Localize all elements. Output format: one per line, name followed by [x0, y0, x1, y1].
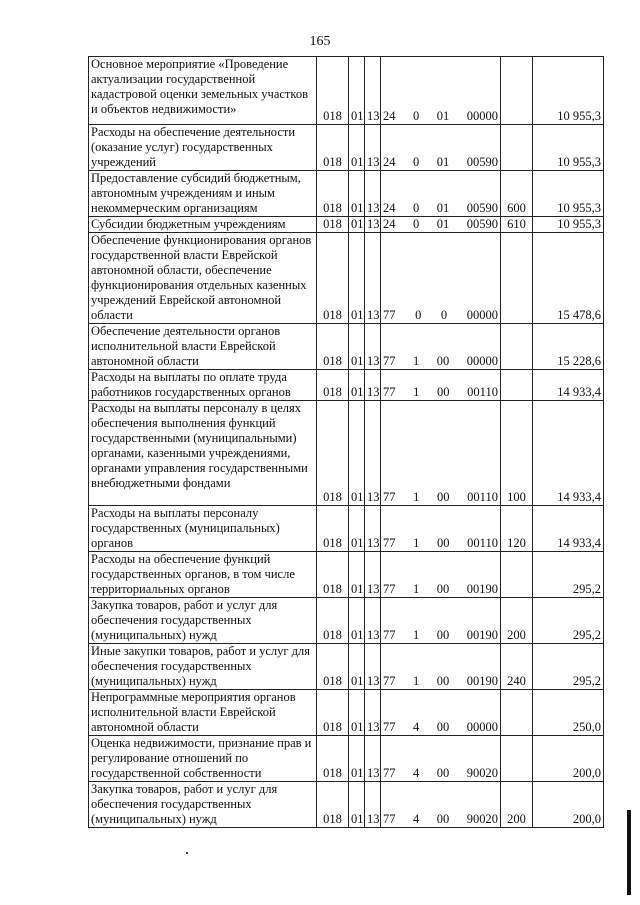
program-code: 77 — [383, 766, 396, 780]
program-code: 24 — [383, 201, 396, 215]
event-code: 0 — [440, 308, 448, 322]
program-code: 77 — [383, 720, 396, 734]
ministry-code: 018 — [317, 782, 349, 828]
table-row — [89, 552, 604, 598]
ministry-code: 018 — [317, 644, 349, 690]
direction-code: 00000 — [466, 308, 498, 322]
program-code: 77 — [383, 628, 396, 642]
direction-code: 00110 — [467, 490, 498, 504]
expense-type-code: 610 — [501, 217, 533, 233]
expense-type-code — [501, 736, 533, 782]
page-number: 165 — [309, 34, 331, 49]
subsection-code: 13 — [365, 57, 381, 125]
event-code: 00 — [436, 812, 450, 826]
subsection-code: 13 — [365, 552, 381, 598]
subsection-code: 13 — [365, 401, 381, 506]
event-code: 00 — [436, 354, 450, 368]
section-code: 01 — [349, 736, 365, 782]
section-code: 01 — [349, 125, 365, 171]
amount: 15 228,6 — [533, 324, 604, 370]
direction-code: 00590 — [466, 155, 498, 169]
table-row — [89, 736, 604, 782]
event-code: 00 — [436, 766, 450, 780]
direction-code: 90020 — [466, 812, 498, 826]
table-row — [89, 690, 604, 736]
target-article-code — [381, 125, 501, 171]
subprogram-code: 1 — [413, 385, 420, 399]
subprogram-code: 0 — [415, 308, 422, 322]
direction-code: 00000 — [466, 354, 498, 368]
subsection-code: 13 — [365, 125, 381, 171]
program-code: 77 — [383, 490, 396, 504]
event-code: 00 — [436, 674, 450, 688]
ministry-code: 018 — [317, 401, 349, 506]
table-row — [89, 233, 604, 324]
event-code: 00 — [437, 490, 450, 504]
amount: 10 955,3 — [533, 217, 604, 233]
section-code: 01 — [349, 171, 365, 217]
row-name: Субсидии бюджетным учреждениям — [89, 217, 317, 233]
expense-type-code — [501, 233, 533, 324]
table-row — [89, 401, 604, 506]
subprogram-code: 0 — [413, 109, 420, 123]
subsection-code: 13 — [365, 217, 381, 233]
amount: 15 478,6 — [533, 233, 604, 324]
subprogram-code: 1 — [413, 490, 420, 504]
ministry-code: 018 — [317, 370, 349, 401]
ministry-code: 018 — [317, 690, 349, 736]
amount: 14 933,4 — [533, 401, 604, 506]
expense-type-code — [501, 57, 533, 125]
subsection-code: 13 — [365, 736, 381, 782]
section-code: 01 — [349, 217, 365, 233]
target-article-code — [381, 690, 501, 736]
subprogram-code: 4 — [413, 720, 420, 734]
ministry-code: 018 — [317, 233, 349, 324]
program-code: 77 — [383, 308, 396, 322]
subprogram-code: 1 — [413, 674, 420, 688]
budget-table — [88, 56, 604, 828]
target-article-code — [381, 552, 501, 598]
row-name: Расходы на обеспечение функций государственных органов, в том числе территориальных органов — [89, 552, 317, 598]
section-code: 01 — [349, 506, 365, 552]
direction-code: 00590 — [466, 201, 498, 215]
direction-code: 00000 — [466, 109, 498, 123]
table-row — [89, 57, 604, 125]
row-name: Иные закупки товаров, работ и услуг для обеспечения государственных (муниципальных) нужд — [89, 644, 317, 690]
subsection-code: 13 — [365, 506, 381, 552]
expense-type-code — [501, 552, 533, 598]
subsection-code: 13 — [365, 690, 381, 736]
expense-type-code — [501, 125, 533, 171]
subprogram-code: 1 — [413, 536, 420, 550]
expense-type-code: 200 — [501, 598, 533, 644]
amount: 295,2 — [533, 598, 604, 644]
target-article-code — [381, 598, 501, 644]
row-name: Непрограммные мероприятия органов исполнительной власти Еврейской автономной области — [89, 690, 317, 736]
section-code: 01 — [349, 598, 365, 644]
subprogram-code: 1 — [413, 582, 420, 596]
event-code: 01 — [436, 155, 450, 169]
row-name: Расходы на выплаты по оплате труда работников государственных органов — [89, 370, 317, 401]
ministry-code: 018 — [317, 736, 349, 782]
event-code: 00 — [437, 385, 450, 399]
subsection-code: 13 — [365, 782, 381, 828]
ministry-code: 018 — [317, 598, 349, 644]
ministry-code: 018 — [317, 324, 349, 370]
target-article-code — [381, 171, 501, 217]
section-code: 01 — [349, 690, 365, 736]
event-code: 00 — [436, 720, 450, 734]
amount: 10 955,3 — [533, 171, 604, 217]
subsection-code: 13 — [365, 233, 381, 324]
expense-type-code — [501, 690, 533, 736]
amount: 250,0 — [533, 690, 604, 736]
ministry-code: 018 — [317, 125, 349, 171]
amount: 200,0 — [533, 736, 604, 782]
target-article-code — [381, 644, 501, 690]
target-article-code — [381, 736, 501, 782]
subsection-code: 13 — [365, 598, 381, 644]
amount: 295,2 — [533, 552, 604, 598]
subsection-code: 13 — [365, 171, 381, 217]
section-code: 01 — [349, 401, 365, 506]
section-code: 01 — [349, 233, 365, 324]
scan-edge-mark — [627, 810, 631, 895]
target-article-code — [381, 217, 501, 233]
amount: 295,2 — [533, 644, 604, 690]
section-code: 01 — [349, 370, 365, 401]
table-row — [89, 370, 604, 401]
ministry-code: 018 — [317, 217, 349, 233]
program-code: 77 — [383, 674, 396, 688]
program-code: 77 — [383, 385, 396, 399]
subprogram-code: 0 — [413, 155, 420, 169]
target-article-code — [381, 324, 501, 370]
direction-code: 00190 — [466, 582, 498, 596]
scan-speck — [186, 852, 188, 854]
target-article-code — [381, 57, 501, 125]
target-article-code — [381, 401, 501, 506]
amount: 14 933,4 — [533, 506, 604, 552]
expense-type-code — [501, 324, 533, 370]
program-code: 24 — [383, 109, 396, 123]
target-article-code — [381, 782, 501, 828]
program-code: 77 — [383, 536, 396, 550]
event-code: 01 — [436, 109, 450, 123]
direction-code: 00000 — [466, 720, 498, 734]
program-code: 77 — [383, 354, 396, 368]
program-code: 77 — [383, 582, 396, 596]
direction-code: 00110 — [467, 536, 498, 550]
section-code: 01 — [349, 782, 365, 828]
expense-type-code — [501, 370, 533, 401]
ministry-code: 018 — [317, 506, 349, 552]
amount: 14 933,4 — [533, 370, 604, 401]
amount: 10 955,3 — [533, 57, 604, 125]
event-code: 01 — [436, 217, 450, 231]
program-code: 24 — [383, 217, 396, 231]
event-code: 01 — [436, 201, 450, 215]
target-article-code — [381, 233, 501, 324]
direction-code: 00110 — [467, 385, 498, 399]
event-code: 00 — [436, 628, 450, 642]
table-row — [89, 217, 604, 233]
expense-type-code: 240 — [501, 644, 533, 690]
subsection-code: 13 — [365, 644, 381, 690]
table-row — [89, 324, 604, 370]
table-row — [89, 125, 604, 171]
expense-type-code: 600 — [501, 171, 533, 217]
row-name: Закупка товаров, работ и услуг для обеспечения государственных (муниципальных) нужд — [89, 598, 317, 644]
amount: 200,0 — [533, 782, 604, 828]
row-name: Обеспечение функционирования органов государственной власти Еврейской автономной области, обеспечение функционирования отдельных казенных учреждений Еврейской автономной области — [89, 233, 317, 324]
row-name: Оценка недвижимости, признание прав и регулирование отношений по государственной собственности — [89, 736, 317, 782]
event-code: 00 — [436, 582, 450, 596]
section-code: 01 — [349, 552, 365, 598]
subprogram-code: 4 — [413, 812, 420, 826]
event-code: 00 — [437, 536, 450, 550]
row-name: Закупка товаров, работ и услуг для обеспечения государственных (муниципальных) нужд — [89, 782, 317, 828]
direction-code: 00190 — [466, 628, 498, 642]
subprogram-code: 0 — [413, 201, 420, 215]
direction-code: 00190 — [466, 674, 498, 688]
table-row — [89, 171, 604, 217]
direction-code: 00590 — [466, 217, 498, 231]
expense-type-code: 200 — [501, 782, 533, 828]
subsection-code: 13 — [365, 324, 381, 370]
subprogram-code: 1 — [413, 354, 420, 368]
section-code: 01 — [349, 644, 365, 690]
ministry-code: 018 — [317, 57, 349, 125]
subsection-code: 13 — [365, 370, 381, 401]
table-row — [89, 506, 604, 552]
direction-code: 90020 — [466, 766, 498, 780]
row-name: Обеспечение деятельности органов исполнительной власти Еврейской автономной области — [89, 324, 317, 370]
row-name: Расходы на обеспечение деятельности (оказание услуг) государственных учреждений — [89, 125, 317, 171]
row-name: Предоставление субсидий бюджетным, автономным учреждениям и иным некоммерческим организациям — [89, 171, 317, 217]
subprogram-code: 4 — [413, 766, 420, 780]
expense-type-code: 120 — [501, 506, 533, 552]
table-row — [89, 598, 604, 644]
row-name: Расходы на выплаты персоналу государственных (муниципальных) органов — [89, 506, 317, 552]
ministry-code: 018 — [317, 171, 349, 217]
target-article-code — [381, 370, 501, 401]
row-name: Расходы на выплаты персоналу в целях обеспечения выполнения функций государственными (муниципальными) органами, казенными учреждениями, органами управления государственными внебюджетными фондами — [89, 401, 317, 506]
table-row — [89, 782, 604, 828]
subprogram-code: 0 — [413, 217, 420, 231]
subprogram-code: 1 — [413, 628, 420, 642]
table-row — [89, 644, 604, 690]
target-article-code — [381, 506, 501, 552]
program-code: 24 — [383, 155, 396, 169]
row-name: Основное мероприятие «Проведение актуализации государственной кадастровой оценки земельных участков и объектов недвижимости» — [89, 57, 317, 125]
ministry-code: 018 — [317, 552, 349, 598]
program-code: 77 — [383, 812, 396, 826]
section-code: 01 — [349, 324, 365, 370]
section-code: 01 — [349, 57, 365, 125]
expense-type-code: 100 — [501, 401, 533, 506]
amount: 10 955,3 — [533, 125, 604, 171]
